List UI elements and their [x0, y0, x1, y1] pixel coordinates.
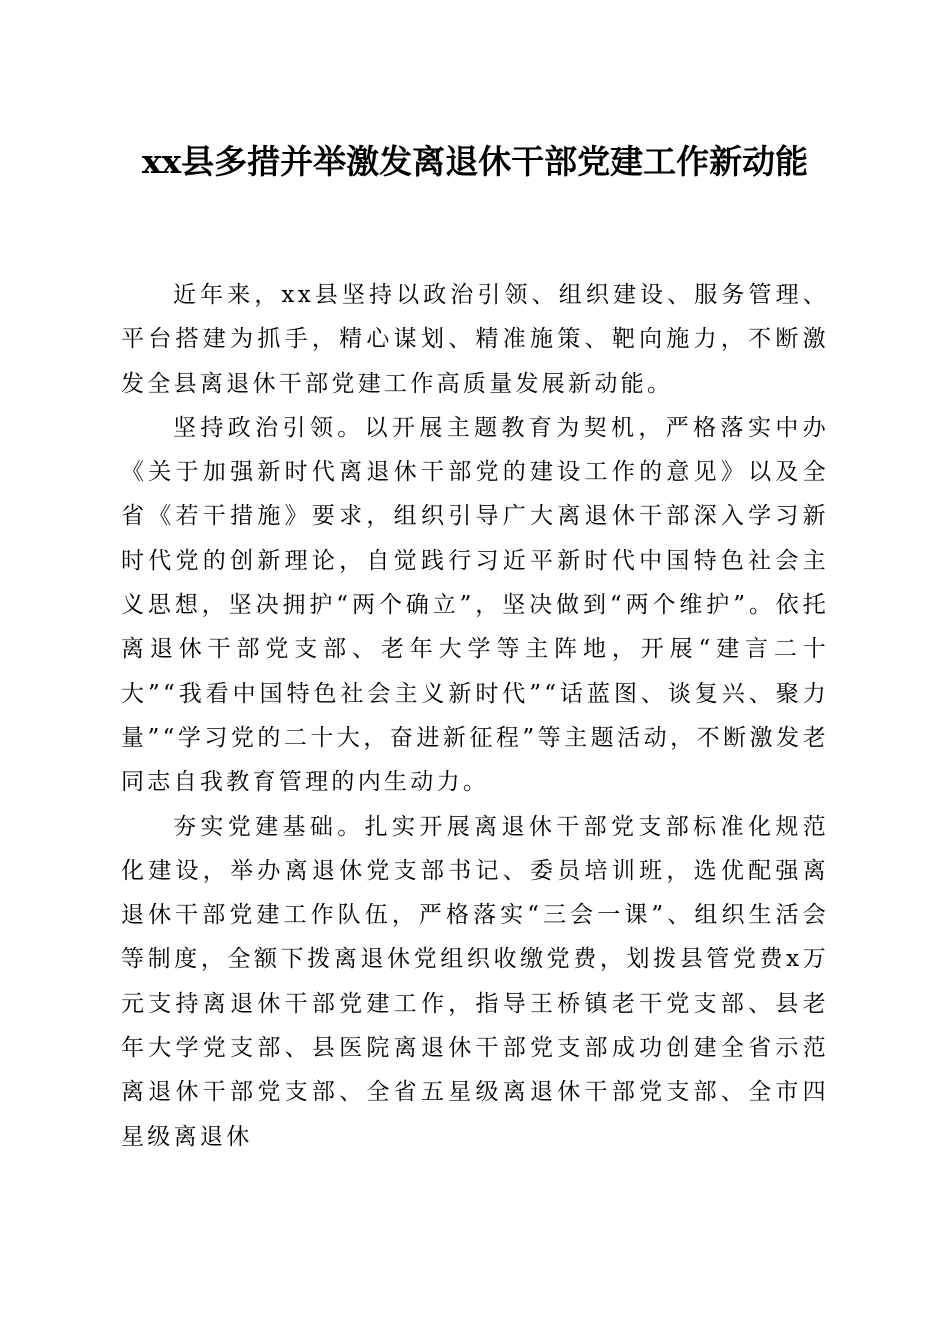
paragraph-political-leadership: 坚持政治引领。以开展主题教育为契机，严格落实中办《关于加强新时代离退休干部党的建设工作的意见》以及全省《若干措施》要求，组织引导广大离退休干部深入学习新时代党的创新理论，自觉践行习近平新时代中国特色社会主义思想，坚决拥护“两个确立”，坚决做到“两个维护”。依托离退休干部党支部、老年大学等主阵地，开展“建言二十大”“我看中国特色社会主义新时代”“话蓝图、谈复兴、聚力量”“学习党的二十大，奋进新征程”等主题活动，不断激发老同志自我教育管理的内生动力。: [121, 414, 829, 796]
paragraph-party-foundation: 夯实党建基础。扎实开展离退休干部党支部标准化规范化建设，举办离退休党支部书记、委员培训班，选优配强离退休干部党建工作队伍，严格落实“三会一课”、组织生活会等制度，全额下拨离退休党组织收缴党费，划拨县管党费x万元支持离退休干部党建工作，指导王桥镇老干党支部、县老年大学党支部、县医院离退休干部党支部成功创建全省示范离退休干部党支部、全省五星级离退休干部党支部、全市四星级离退休: [121, 813, 829, 1150]
document-title: xx县多措并举激发离退休干部党建工作新动能: [141, 142, 809, 181]
paragraph-intro: 近年来，xx县坚持以政治引领、组织建设、服务管理、平台搭建为抓手，精心谋划、精准施策、靶向施力，不断激发全县离退休干部党建工作高质量发展新动能。: [121, 282, 829, 397]
document-body: [121, 273, 829, 1159]
